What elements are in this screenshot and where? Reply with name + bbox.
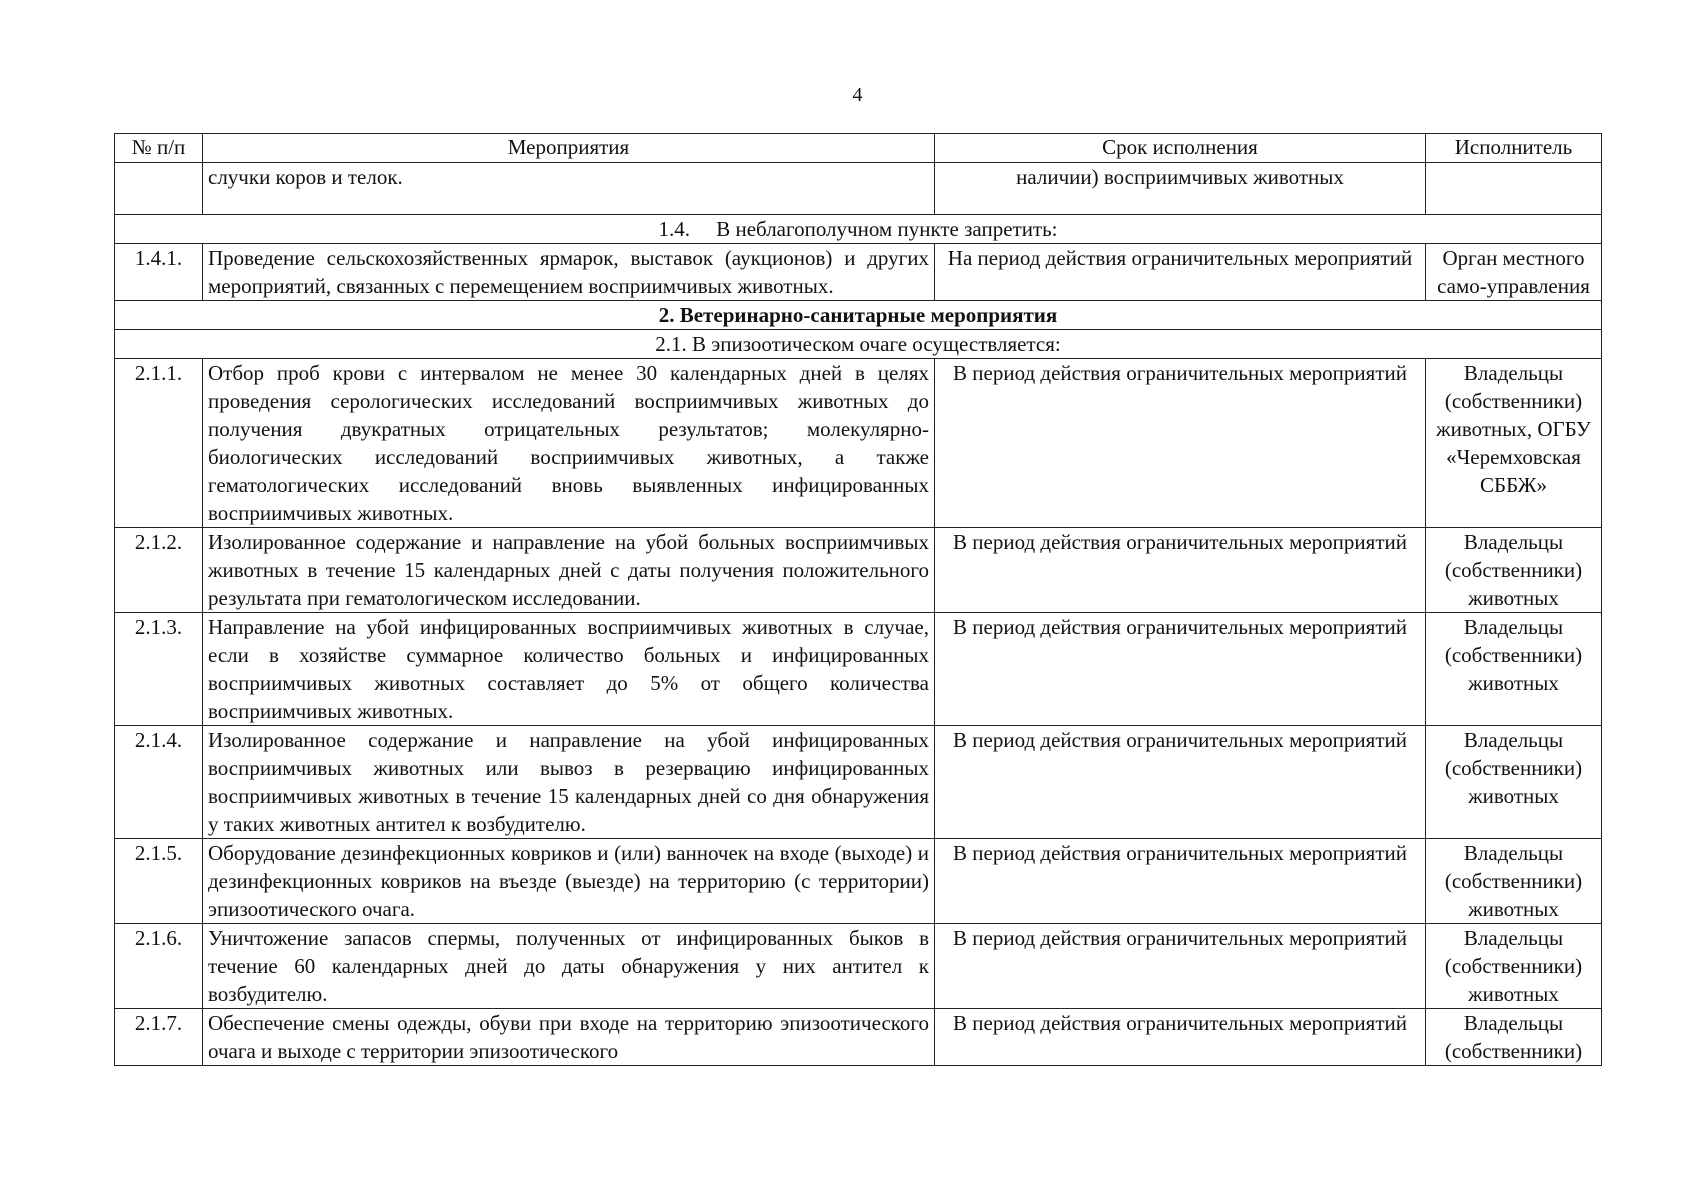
section-1-4-title: 1.4. В неблагополучном пункте запретить: xyxy=(115,215,1602,244)
continuation-term: наличии) восприимчивых животных xyxy=(935,163,1426,215)
table-header-row xyxy=(115,134,1602,163)
row-term: В период действия ограничительных мероприятий xyxy=(935,1009,1426,1066)
table-row xyxy=(115,613,1602,726)
table-row xyxy=(115,1009,1602,1066)
row-executor: Орган местного само-управления xyxy=(1426,244,1602,301)
measures-table xyxy=(114,133,1602,1066)
header-num: № п/п xyxy=(115,134,203,163)
row-action: Изолированное содержание и направление на убой инфицированных восприимчивых животных или вывоз в резервацию инфицированных восприимчивых животных в течение 15 календарных дней со дня обнаружения у таких животных антител к возбудителю. xyxy=(203,726,935,839)
header-term: Срок исполнения xyxy=(935,134,1426,163)
row-action: Уничтожение запасов спермы, полученных от инфицированных быков в течение 60 календарных дней до даты обнаружения у них антител к возбудителю. xyxy=(203,924,935,1009)
row-term: В период действия ограничительных мероприятий xyxy=(935,359,1426,528)
header-executor: Исполнитель xyxy=(1426,134,1602,163)
page-number: 4 xyxy=(852,84,863,106)
row-action: Отбор проб крови с интервалом не менее 30 календарных дней в целях проведения серологических исследований восприимчивых животных до получения двукратных отрицательных результатов; молекулярно-биологических исследований восприимчивых животных, а также гематологических исследований вновь выявленных инфицированных восприимчивых животных. xyxy=(203,359,935,528)
row-num: 2.1.2. xyxy=(115,528,203,613)
table-row xyxy=(115,726,1602,839)
row-num: 2.1.4. xyxy=(115,726,203,839)
row-action: Проведение сельскохозяйственных ярмарок, выставок (аукционов) и других мероприятий, связанных с перемещением восприимчивых животных. xyxy=(203,244,935,301)
table-row xyxy=(115,244,1602,301)
row-executor: Владельцы (собственники) животных xyxy=(1426,839,1602,924)
row-num: 2.1.7. xyxy=(115,1009,203,1066)
section-2-row xyxy=(115,301,1602,330)
row-executor: Владельцы (собственники) xyxy=(1426,1009,1602,1066)
subsection-2-1-title: 2.1. В эпизоотическом очаге осуществляется: xyxy=(115,330,1602,359)
row-action: Изолированное содержание и направление на убой больных восприимчивых животных в течение 15 календарных дней с даты получения положительного результата при гематологическом исследовании. xyxy=(203,528,935,613)
row-num: 2.1.1. xyxy=(115,359,203,528)
row-num: 2.1.5. xyxy=(115,839,203,924)
row-action: Направление на убой инфицированных восприимчивых животных в случае, если в хозяйстве суммарное количество больных и инфицированных восприимчивых животных составляет до 5% от общего количества восприимчивых животных. xyxy=(203,613,935,726)
row-term: В период действия ограничительных мероприятий xyxy=(935,613,1426,726)
table-row xyxy=(115,924,1602,1009)
row-num: 1.4.1. xyxy=(115,244,203,301)
section-1-4-row xyxy=(115,215,1602,244)
section-2-title: 2. Ветеринарно-санитарные мероприятия xyxy=(115,301,1602,330)
row-term: На период действия ограничительных мероприятий xyxy=(935,244,1426,301)
row-executor: Владельцы (собственники) животных xyxy=(1426,726,1602,839)
table-row xyxy=(115,839,1602,924)
table-row xyxy=(115,359,1602,528)
continuation-action: случки коров и телок. xyxy=(203,163,935,215)
header-action: Мероприятия xyxy=(203,134,935,163)
continuation-executor xyxy=(1426,163,1602,215)
row-executor: Владельцы (собственники) животных xyxy=(1426,528,1602,613)
row-num: 2.1.6. xyxy=(115,924,203,1009)
continuation-num xyxy=(115,163,203,215)
row-term: В период действия ограничительных мероприятий xyxy=(935,726,1426,839)
table-row xyxy=(115,528,1602,613)
subsection-2-1-row xyxy=(115,330,1602,359)
row-term: В период действия ограничительных мероприятий xyxy=(935,528,1426,613)
row-num: 2.1.3. xyxy=(115,613,203,726)
row-executor: Владельцы (собственники) животных xyxy=(1426,613,1602,726)
row-executor: Владельцы (собственники) животных, ОГБУ «Черемховская СББЖ» xyxy=(1426,359,1602,528)
row-term: В период действия ограничительных мероприятий xyxy=(935,924,1426,1009)
row-action: Оборудование дезинфекционных ковриков и (или) ванночек на входе (выходе) и дезинфекционных ковриков на въезде (выезде) на территорию (с территории) эпизоотического очага. xyxy=(203,839,935,924)
row-term: В период действия ограничительных мероприятий xyxy=(935,839,1426,924)
row-executor: Владельцы (собственники) животных xyxy=(1426,924,1602,1009)
row-action: Обеспечение смены одежды, обуви при входе на территорию эпизоотического очага и выходе с территории эпизоотического xyxy=(203,1009,935,1066)
continuation-row xyxy=(115,163,1602,215)
